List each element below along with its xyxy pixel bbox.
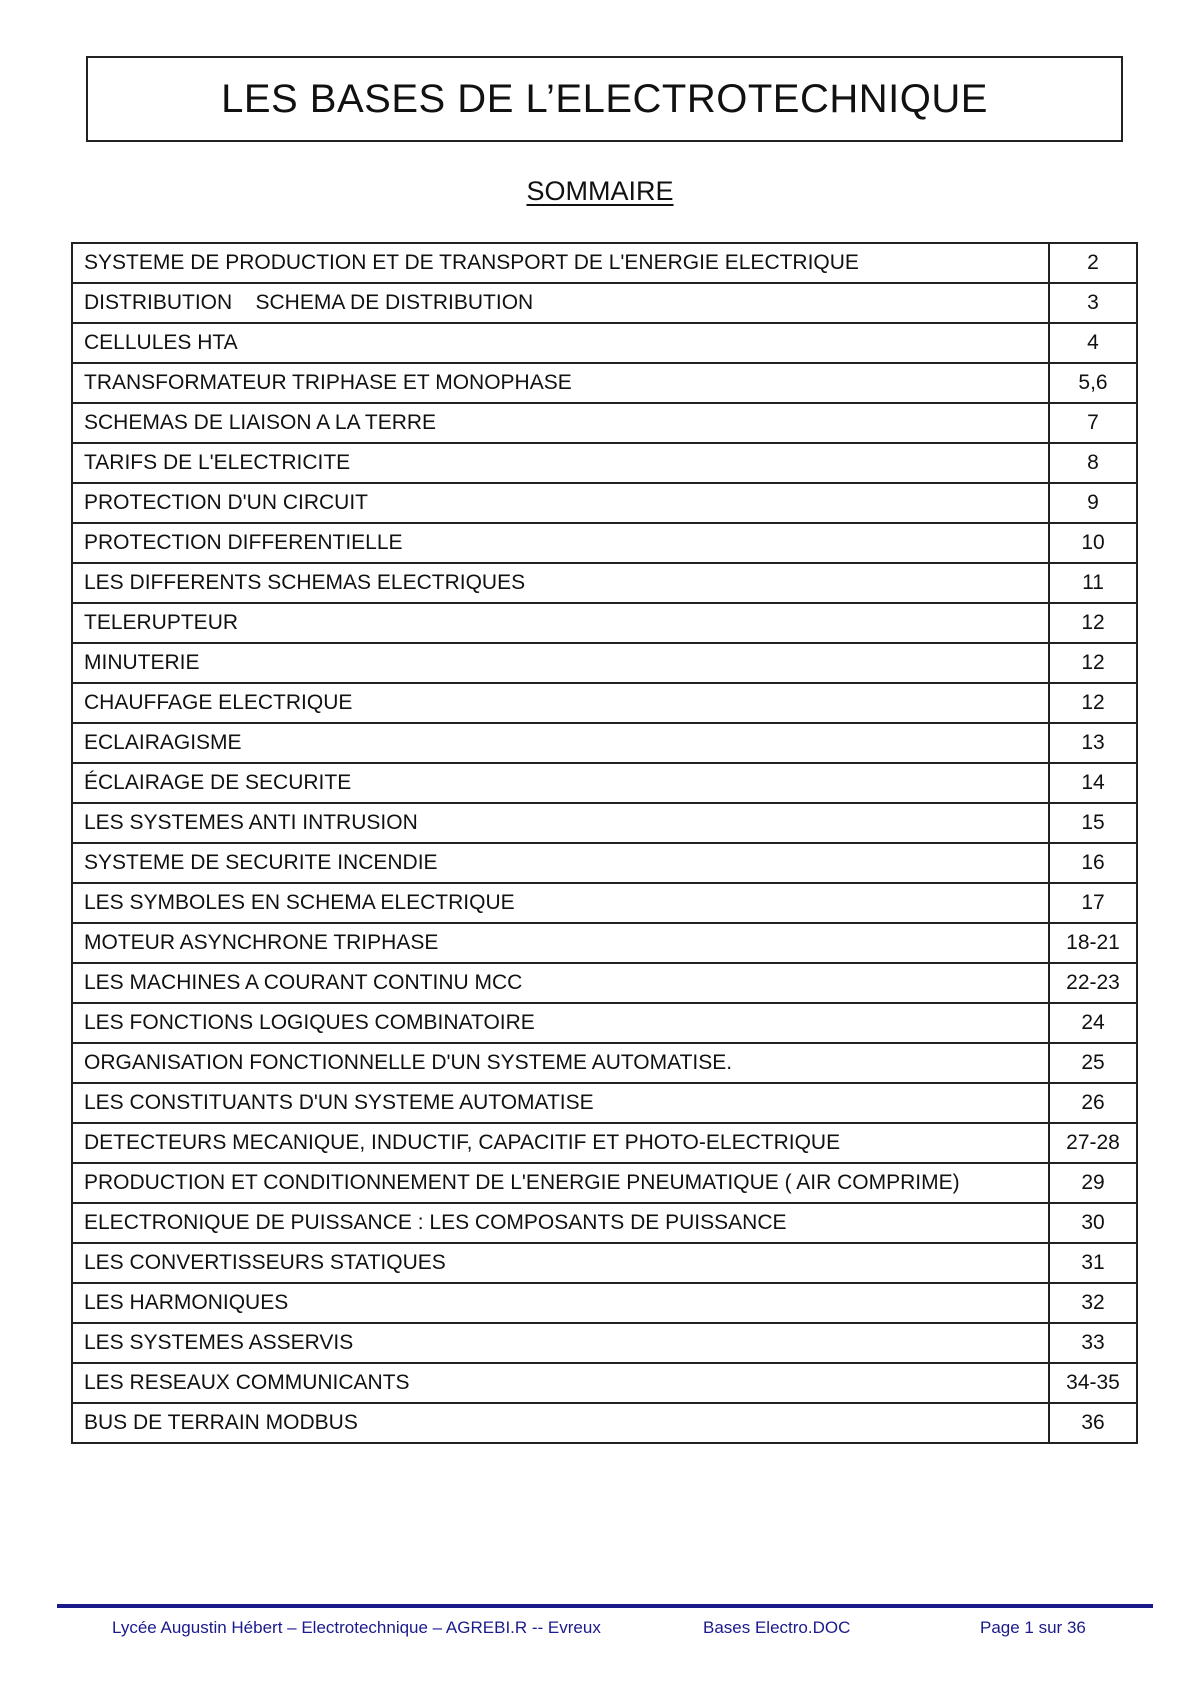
- toc-entry-label: PROTECTION D'UN CIRCUIT: [72, 483, 1049, 523]
- toc-entry-label: LES SYSTEMES ANTI INTRUSION: [72, 803, 1049, 843]
- toc-entry-page: 34-35: [1049, 1363, 1137, 1403]
- toc-entry-label: PROTECTION DIFFERENTIELLE: [72, 523, 1049, 563]
- toc-entry-label: DISTRIBUTION SCHEMA DE DISTRIBUTION: [72, 283, 1049, 323]
- toc-entry-label: LES RESEAUX COMMUNICANTS: [72, 1363, 1049, 1403]
- toc-row: [72, 443, 1137, 483]
- toc-row: [72, 1403, 1137, 1443]
- title-box: [86, 56, 1123, 142]
- toc-row: [72, 283, 1137, 323]
- toc-entry-page: 25: [1049, 1043, 1137, 1083]
- toc-entry-page: 12: [1049, 603, 1137, 643]
- toc-entry-page: 31: [1049, 1243, 1137, 1283]
- toc-row: [72, 883, 1137, 923]
- toc-row: [72, 243, 1137, 283]
- toc-row: [72, 1043, 1137, 1083]
- toc-entry-page: 33: [1049, 1323, 1137, 1363]
- toc-entry-label: LES DIFFERENTS SCHEMAS ELECTRIQUES: [72, 563, 1049, 603]
- toc-entry-page: 30: [1049, 1203, 1137, 1243]
- toc-row: [72, 323, 1137, 363]
- toc-row: [72, 1243, 1137, 1283]
- document-title: LES BASES DE L’ELECTROTECHNIQUE: [221, 76, 988, 121]
- toc-entry-page: 36: [1049, 1403, 1137, 1443]
- toc-row: [72, 603, 1137, 643]
- toc-entry-page: 24: [1049, 1003, 1137, 1043]
- toc-row: [72, 1083, 1137, 1123]
- toc-row: [72, 843, 1137, 883]
- toc-entry-label: LES HARMONIQUES: [72, 1283, 1049, 1323]
- toc-row: [72, 1283, 1137, 1323]
- toc-entry-page: 8: [1049, 443, 1137, 483]
- toc-row: [72, 923, 1137, 963]
- toc-table: [71, 242, 1138, 1444]
- toc-row: [72, 523, 1137, 563]
- toc-row: [72, 723, 1137, 763]
- toc-entry-page: 26: [1049, 1083, 1137, 1123]
- toc-entry-page: 2: [1049, 243, 1137, 283]
- toc-row: [72, 1163, 1137, 1203]
- toc-entry-label: LES FONCTIONS LOGIQUES COMBINATOIRE: [72, 1003, 1049, 1043]
- toc-row: [72, 403, 1137, 443]
- toc-row: [72, 1363, 1137, 1403]
- toc-body: [72, 243, 1137, 1443]
- toc-entry-page: 12: [1049, 643, 1137, 683]
- toc-entry-label: LES MACHINES A COURANT CONTINU MCC: [72, 963, 1049, 1003]
- toc-entry-page: 17: [1049, 883, 1137, 923]
- toc-entry-label: LES CONVERTISSEURS STATIQUES: [72, 1243, 1049, 1283]
- toc-entry-page: 12: [1049, 683, 1137, 723]
- toc-row: [72, 643, 1137, 683]
- toc-entry-label: SYSTEME DE SECURITE INCENDIE: [72, 843, 1049, 883]
- toc-row: [72, 803, 1137, 843]
- toc-entry-page: 11: [1049, 563, 1137, 603]
- toc-row: [72, 763, 1137, 803]
- footer-rule: [57, 1604, 1153, 1608]
- summary-heading-text: SOMMAIRE: [526, 176, 674, 206]
- toc-entry-label: TELERUPTEUR: [72, 603, 1049, 643]
- toc-entry-label: MOTEUR ASYNCHRONE TRIPHASE: [72, 923, 1049, 963]
- toc-entry-label: LES SYSTEMES ASSERVIS: [72, 1323, 1049, 1363]
- toc-entry-label: SCHEMAS DE LIAISON A LA TERRE: [72, 403, 1049, 443]
- toc-entry-label: LES CONSTITUANTS D'UN SYSTEME AUTOMATISE: [72, 1083, 1049, 1123]
- toc-entry-label: ELECTRONIQUE DE PUISSANCE : LES COMPOSANTS DE PUISSANCE: [72, 1203, 1049, 1243]
- toc-row: [72, 1003, 1137, 1043]
- toc-entry-page: 4: [1049, 323, 1137, 363]
- toc-entry-page: 9: [1049, 483, 1137, 523]
- toc-entry-page: 16: [1049, 843, 1137, 883]
- toc-entry-label: PRODUCTION ET CONDITIONNEMENT DE L'ENERGIE PNEUMATIQUE ( AIR COMPRIME): [72, 1163, 1049, 1203]
- toc-row: [72, 1323, 1137, 1363]
- toc-entry-page: 29: [1049, 1163, 1137, 1203]
- toc-entry-label: ECLAIRAGISME: [72, 723, 1049, 763]
- toc-entry-page: 18-21: [1049, 923, 1137, 963]
- toc-row: [72, 683, 1137, 723]
- toc-entry-page: 14: [1049, 763, 1137, 803]
- toc-row: [72, 563, 1137, 603]
- toc-entry-page: 3: [1049, 283, 1137, 323]
- toc-entry-page: 32: [1049, 1283, 1137, 1323]
- toc-entry-page: 13: [1049, 723, 1137, 763]
- toc-entry-label: DETECTEURS MECANIQUE, INDUCTIF, CAPACITIF ET PHOTO-ELECTRIQUE: [72, 1123, 1049, 1163]
- toc-entry-page: 7: [1049, 403, 1137, 443]
- toc-row: [72, 363, 1137, 403]
- toc-entry-label: LES SYMBOLES EN SCHEMA ELECTRIQUE: [72, 883, 1049, 923]
- toc-entry-label: TRANSFORMATEUR TRIPHASE ET MONOPHASE: [72, 363, 1049, 403]
- toc-entry-page: 22-23: [1049, 963, 1137, 1003]
- toc-row: [72, 1203, 1137, 1243]
- footer-school: Lycée Augustin Hébert – Electrotechnique – AGREBI.R -- Evreux: [112, 1618, 601, 1637]
- toc-entry-page: 27-28: [1049, 1123, 1137, 1163]
- toc-entry-label: MINUTERIE: [72, 643, 1049, 683]
- footer-file: Bases Electro.DOC: [703, 1618, 851, 1637]
- toc-entry-label: ÉCLAIRAGE DE SECURITE: [72, 763, 1049, 803]
- footer-page-number: Page 1 sur 36: [980, 1618, 1086, 1637]
- toc-row: [72, 1123, 1137, 1163]
- toc-row: [72, 483, 1137, 523]
- toc-entry-label: BUS DE TERRAIN MODBUS: [72, 1403, 1049, 1443]
- toc-entry-page: 5,6: [1049, 363, 1137, 403]
- summary-heading: [0, 176, 1200, 207]
- toc-entry-label: ORGANISATION FONCTIONNELLE D'UN SYSTEME AUTOMATISE.: [72, 1043, 1049, 1083]
- toc-entry-page: 15: [1049, 803, 1137, 843]
- toc-row: [72, 963, 1137, 1003]
- toc-entry-page: 10: [1049, 523, 1137, 563]
- toc-entry-label: TARIFS DE L'ELECTRICITE: [72, 443, 1049, 483]
- toc-entry-label: CHAUFFAGE ELECTRIQUE: [72, 683, 1049, 723]
- toc-entry-label: CELLULES HTA: [72, 323, 1049, 363]
- toc-entry-label: SYSTEME DE PRODUCTION ET DE TRANSPORT DE L'ENERGIE ELECTRIQUE: [72, 243, 1049, 283]
